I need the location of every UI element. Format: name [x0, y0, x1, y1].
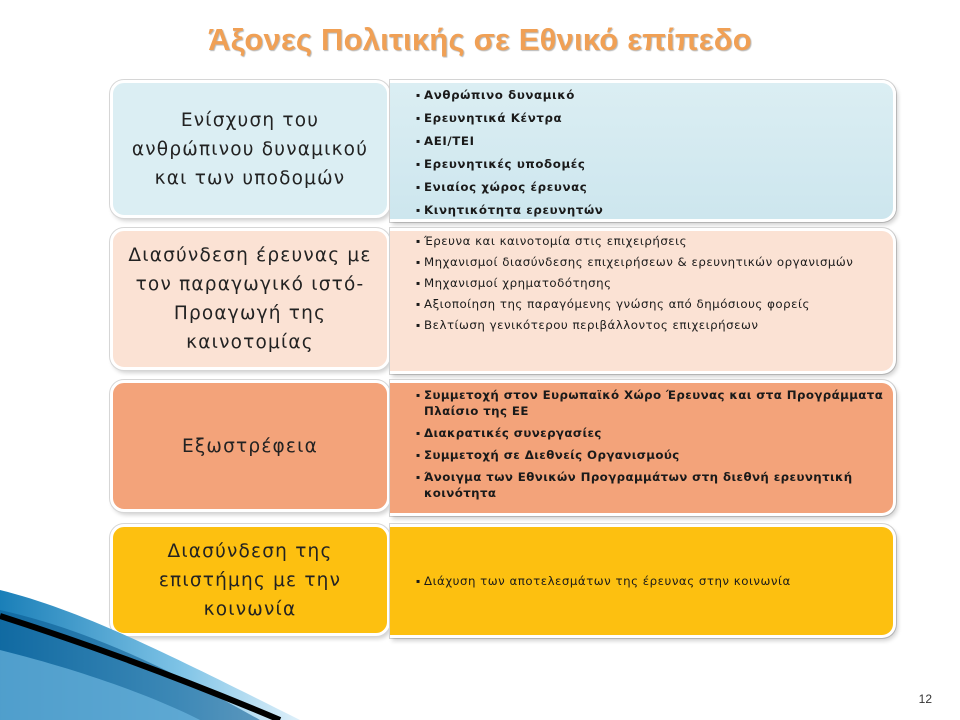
- list-item: ▪ ΑΕΙ/ΤΕΙ: [418, 133, 893, 149]
- list-item: ▪ Κινητικότητα ερευνητών: [418, 202, 893, 218]
- list-item: ▪ Βελτίωση γενικότερου περιβάλλοντος επιχειρήσεων: [418, 317, 893, 333]
- list-item: ▪ Ερευνητικά Κέντρα: [418, 110, 893, 126]
- slide-title: Άξονες Πολιτικής σε Εθνικό επίπεδο: [208, 22, 752, 57]
- row-items-box: [390, 228, 896, 374]
- list-item: ▪ Διακρατικές συνεργασίες: [418, 425, 893, 441]
- policy-row-innovation: [110, 228, 896, 372]
- policy-row-human-resources: [110, 80, 896, 220]
- list-item: ▪ Μηχανισμοί διασύνδεσης επιχειρήσεων & ερευνητικών οργανισμών: [418, 254, 893, 270]
- row-items-box: [390, 380, 896, 516]
- row-heading-box: [110, 80, 390, 218]
- list-item: ▪ Μηχανισμοί χρηματοδότησης: [418, 275, 893, 291]
- list-item: ▪ Συμμετοχή στον Ευρωπαϊκό Χώρο Έρευνας και στα Προγράμματα Πλαίσιο της ΕΕ: [418, 387, 893, 419]
- row-items-box: [390, 80, 896, 222]
- row-heading-box: [110, 380, 390, 512]
- list-item: ▪ Ενιαίος χώρος έρευνας: [418, 179, 893, 195]
- list-item: ▪ Ερευνητικές υποδομές: [418, 156, 893, 172]
- list-item: ▪ Διάχυση των αποτελεσμάτων της έρευνας στην κοινωνία: [418, 573, 791, 589]
- list-item: ▪ Συμμετοχή σε Διεθνείς Οργανισμούς: [418, 447, 893, 463]
- page-number: 12: [918, 692, 932, 706]
- list-item: ▪ Άνοιγμα των Εθνικών Προγραμμάτων στη διεθνή ερευνητική κοινότητα: [418, 469, 893, 501]
- row-heading: Ενίσχυση του ανθρώπινου δυναμικού και των υποδομών: [131, 109, 369, 189]
- row-heading: Διασύνδεση της επιστήμης με την κοινωνία: [158, 540, 342, 620]
- row-heading-box: [110, 228, 390, 370]
- list-item: ▪ Έρευνα και καινοτομία στις επιχειρήσεις: [418, 233, 893, 249]
- policy-row-extroversion: [110, 380, 896, 514]
- decorative-wave: [0, 590, 300, 720]
- row-heading: Διασύνδεση έρευνας με τον παραγωγικό ιστό-Προαγωγή της καινοτομίας: [128, 245, 372, 353]
- row-items-box: [390, 524, 896, 638]
- row-heading: Εξωστρέφεια: [182, 435, 318, 457]
- list-item: ▪ Ανθρώπινο δυναμικό: [418, 87, 893, 103]
- list-item: ▪ Αξιοποίηση της παραγόμενης γνώσης από δημόσιους φορείς: [418, 296, 893, 312]
